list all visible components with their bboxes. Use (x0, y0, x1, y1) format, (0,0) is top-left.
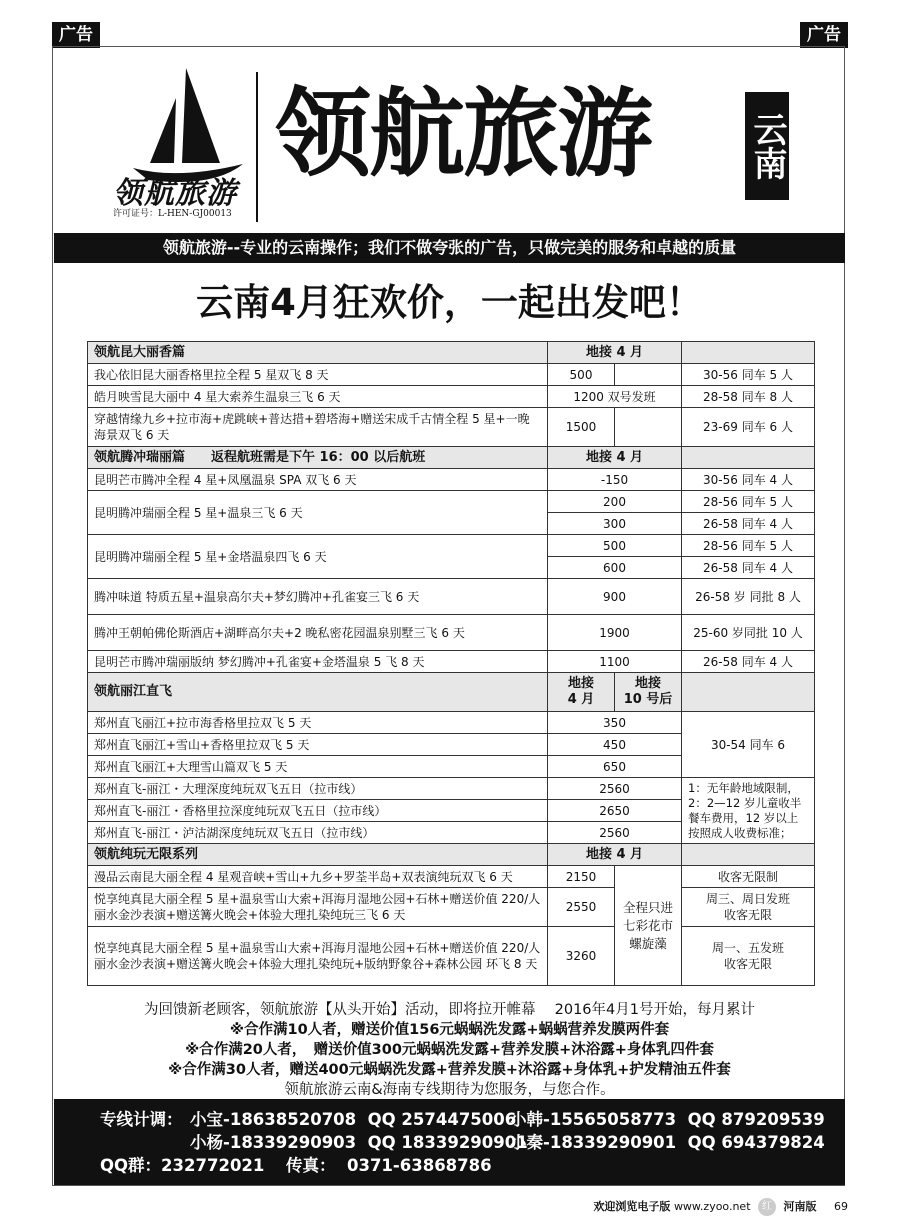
promo-block (54, 1000, 845, 1100)
route-name: 悦享纯真昆大丽全程 5 星+温泉雪山大索+洱海月湿地公园+石林+赠送价值 220/人丽水金沙表演+赠送篝火晚会+体验大理扎染纯玩三飞 6 天 (88, 888, 548, 927)
contact-person: 小杨-18339290903 QQ 18339290901 (190, 1133, 528, 1152)
group-note: 28-56 同车 5 人 (682, 535, 815, 557)
price: 900 (548, 579, 682, 615)
qq-group: QQ群：232772021 (100, 1156, 265, 1175)
badge-icon: 红 (758, 1198, 776, 1216)
license-number: 许可证号：L-HEN-GJ00013 (113, 209, 232, 219)
table-row (88, 535, 815, 557)
group-note: 26-58 岁 同批 8 人 (682, 579, 815, 615)
price-header: 地接 4 月 (548, 673, 615, 712)
route-name: 腾冲味道 特质五星+温泉高尔夫+梦幻腾冲+孔雀宴三飞 6 天 (88, 579, 548, 615)
group-note: 26-58 同车 4 人 (682, 513, 815, 535)
route-name: 昆明腾冲瑞丽全程 5 星+温泉三飞 6 天 (88, 491, 548, 535)
price: 2150 (548, 866, 615, 888)
table-row (88, 615, 815, 651)
fax: 传真： 0371-63868786 (286, 1156, 492, 1175)
route-name: 郑州直飞-丽江・大理深度纯玩双飞五日（拉市线） (88, 778, 548, 800)
section-header (88, 673, 815, 712)
group-note: 周一、五发班 收客无限 (682, 927, 815, 986)
table-row (88, 408, 815, 447)
route-name: 昆明腾冲瑞丽全程 5 星+金塔温泉四飞 6 天 (88, 535, 548, 579)
price: 2650 (548, 800, 682, 822)
group-note: 25-60 岁同批 10 人 (682, 615, 815, 651)
footer-browse: 欢迎浏览电子版 (593, 1200, 671, 1213)
group-note: 30-56 同车 5 人 (682, 364, 815, 386)
route-name: 我心依旧昆大丽香格里拉全程 5 星双飞 8 天 (88, 364, 548, 386)
price: 350 (548, 712, 682, 734)
table-row (88, 778, 815, 800)
promo-tier-20: ※合作满20人者， 赠送价值300元蜗蜗洗发露+营养发膜+沐浴露+身体乳四件套 (185, 1042, 714, 1058)
footer-edition: 河南版 (783, 1200, 817, 1213)
section-header (88, 844, 815, 866)
group-note: 26-58 同车 4 人 (682, 557, 815, 579)
group-note: 23-69 同车 6 人 (682, 408, 815, 447)
table-row (88, 651, 815, 673)
route-name: 漫品云南昆大丽全程 4 星观音峡+雪山+九乡+罗荃半岛+双表演纯玩双飞 6 天 (88, 866, 548, 888)
route-name: 腾冲王朝帕佛伦斯酒店+湖畔高尔夫+2 晚私密花园温泉别墅三飞 6 天 (88, 615, 548, 651)
price: 2560 (548, 822, 682, 844)
route-name: 穿越情缘九乡+拉市海+虎跳峡+普达措+碧塔海+赠送宋成千古情全程 5 星+一晚海景双飞 6 天 (88, 408, 548, 447)
price: 3260 (548, 927, 615, 986)
contact-person: 小韩-15565058773 QQ 879209539 (510, 1110, 825, 1129)
price-header: 地接 4 月 (548, 447, 682, 469)
promo-intro: 为回馈新老顾客，领航旅游【从头开始】活动，即将拉开帷幕 2016年4月1号开始，每月累计 (144, 1002, 755, 1018)
shopping-note: 全程只进七彩花市螺旋藻 (615, 866, 682, 986)
section-title: 领航纯玩无限系列 (88, 844, 548, 866)
section-header (88, 342, 815, 364)
price-header: 地接 4 月 (548, 342, 682, 364)
route-name: 郑州直飞-丽江・香格里拉深度纯玩双飞五日（拉市线） (88, 800, 548, 822)
table-row (88, 469, 815, 491)
route-name: 皓月映雪昆大丽中 4 星大索养生温泉三飞 6 天 (88, 386, 548, 408)
group-note: 30-54 同车 6 (682, 712, 815, 778)
group-note: 26-58 同车 4 人 (682, 651, 815, 673)
price: 500 (548, 364, 615, 386)
ad-tag-left: 广告 (52, 22, 100, 48)
price: 2560 (548, 778, 682, 800)
ad-tag-right: 广告 (800, 22, 848, 48)
route-name: 郑州直飞丽江+大理雪山篇双飞 5 天 (88, 756, 548, 778)
table-row (88, 491, 815, 513)
contact-person: 小秦-18339290901 QQ 694379824 (510, 1133, 825, 1152)
contact-person: 小宝-18638520708 QQ 2574475006 (190, 1110, 517, 1129)
price-header-2: 地接 10 号后 (615, 673, 682, 712)
promo-tier-10: ※合作满10人者，赠送价值156元蜗蜗洗发露+蜗蜗营养发膜两件套 (229, 1022, 670, 1038)
page-number: 69 (834, 1200, 848, 1213)
price: 650 (548, 756, 682, 778)
price: 2550 (548, 888, 615, 927)
table-row (88, 927, 815, 986)
section-title: 领航丽江直飞 (88, 673, 548, 712)
price: 450 (548, 734, 682, 756)
price: 1500 (548, 408, 615, 447)
group-note: 30-56 同车 4 人 (682, 469, 815, 491)
price: 300 (548, 513, 682, 535)
divider (256, 72, 258, 222)
contact-label: 专线计调： (100, 1110, 183, 1129)
table-row (88, 866, 815, 888)
promo-closing: 领航旅游云南&海南专线期待为您服务，与您合作。 (284, 1082, 615, 1098)
group-note: 周三、周日发班 收客无限 (682, 888, 815, 927)
price: 1100 (548, 651, 682, 673)
route-name: 郑州直飞丽江+雪山+香格里拉双飞 5 天 (88, 734, 548, 756)
route-name: 昆明芒市腾冲全程 4 星+凤凰温泉 SPA 双飞 6 天 (88, 469, 548, 491)
promo-tier-30: ※合作满30人者，赠送400元蜗蜗洗发露+营养发膜+沐浴露+身体乳+护发精油五件套 (168, 1062, 731, 1078)
brand-title: 领航旅游 (275, 78, 651, 190)
section-title: 领航腾冲瑞丽篇 返程航班需是下午 16：00 以后航班 (88, 447, 548, 469)
route-name: 郑州直飞丽江+拉市海香格里拉双飞 5 天 (88, 712, 548, 734)
price: 500 (548, 535, 682, 557)
price: 1200 双号发班 (548, 386, 682, 408)
table-row (88, 364, 815, 386)
route-name: 悦享纯真昆大丽全程 5 星+温泉雪山大索+洱海月湿地公园+石林+赠送价值 220/人丽水金沙表演+赠送篝火晚会+体验大理扎染纯玩+版纳野象谷+森林公园 环飞 8 天 (88, 927, 548, 986)
logo-name: 领航旅游 (113, 176, 237, 211)
price: 200 (548, 491, 682, 513)
region-label: 云南 (745, 92, 789, 200)
section-header (88, 447, 815, 469)
price: 1900 (548, 615, 682, 651)
table-row (88, 386, 815, 408)
table-row (88, 712, 815, 734)
footer-site[interactable]: www.zyoo.net (673, 1200, 751, 1213)
price-header: 地接 4 月 (548, 844, 682, 866)
route-name: 昆明芒市腾冲瑞丽版纳 梦幻腾冲+孔雀宴+金塔温泉 5 飞 8 天 (88, 651, 548, 673)
price-table (87, 341, 815, 986)
price: 600 (548, 557, 682, 579)
section-title: 领航昆大丽香篇 (88, 342, 548, 364)
contact-bar (54, 1099, 845, 1185)
slogan-bar: 领航旅游--专业的云南操作；我们不做夸张的广告，只做完美的服务和卓越的质量 (54, 233, 845, 263)
group-note: 收客无限制 (682, 866, 815, 888)
route-name: 郑州直飞-丽江・泸沽湖深度纯玩双飞五日（拉市线） (88, 822, 548, 844)
table-row (88, 888, 815, 927)
table-row (88, 579, 815, 615)
group-note: 28-56 同车 5 人 (682, 491, 815, 513)
group-note: 28-58 同车 8 人 (682, 386, 815, 408)
page-footer (593, 1198, 848, 1216)
age-note: 1：无年龄地域限制，2：2—12 岁儿童收半餐车费用，12 岁以上按照成人收费标准； (682, 778, 815, 844)
headline: 云南4月狂欢价，一起出发吧！ (196, 281, 703, 324)
price: -150 (548, 469, 682, 491)
